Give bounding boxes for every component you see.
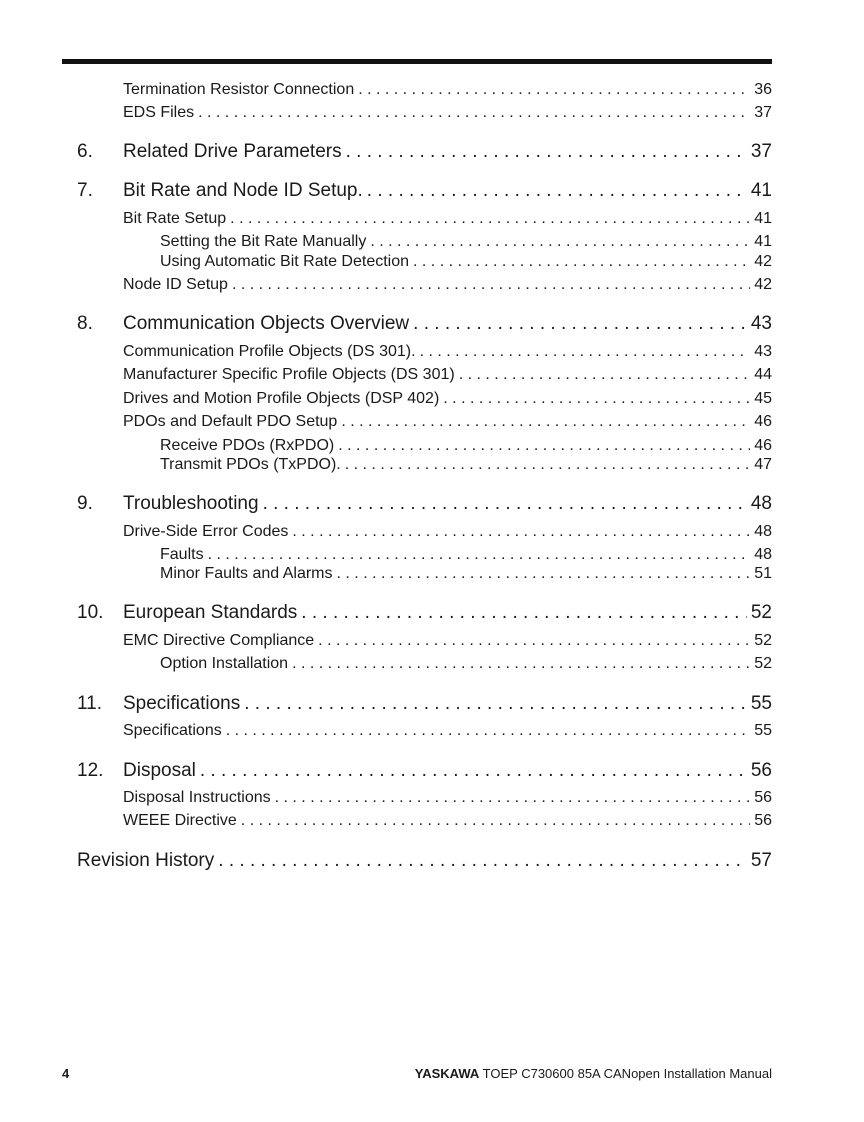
toc-section-number: 10. bbox=[77, 602, 104, 623]
toc-entry-title: Bit Rate Setup bbox=[123, 210, 227, 227]
dot-leader bbox=[232, 276, 750, 294]
toc-entry-title: EDS Files bbox=[123, 104, 195, 121]
dot-leader bbox=[341, 413, 750, 431]
toc-entry[interactable] bbox=[123, 276, 772, 294]
toc-entry[interactable] bbox=[123, 413, 772, 431]
toc-entry-title: Transmit PDOs (TxPDO). bbox=[160, 456, 341, 473]
toc-entry[interactable] bbox=[160, 546, 772, 564]
toc-entry[interactable] bbox=[77, 693, 772, 715]
toc-entry-title: Faults bbox=[160, 546, 204, 563]
dot-leader bbox=[218, 850, 747, 872]
toc-page-number: 56 bbox=[754, 789, 772, 806]
toc-page-number: 45 bbox=[754, 390, 772, 407]
top-rule bbox=[62, 59, 772, 64]
toc-entry[interactable] bbox=[123, 812, 772, 830]
toc-page-number: 48 bbox=[754, 546, 772, 563]
toc-page-number: 43 bbox=[754, 343, 772, 360]
toc-entry[interactable] bbox=[123, 390, 772, 408]
dot-leader bbox=[230, 210, 750, 228]
toc-page-number: 43 bbox=[750, 313, 772, 334]
toc-entry-title: Drive-Side Error Codes bbox=[123, 523, 289, 540]
toc-entry[interactable] bbox=[160, 456, 772, 474]
toc-entry-title: Specifications bbox=[123, 722, 222, 739]
toc-entry[interactable] bbox=[123, 632, 772, 650]
dot-leader bbox=[338, 437, 750, 455]
toc-entry[interactable] bbox=[123, 523, 772, 541]
dot-leader bbox=[337, 565, 751, 583]
toc-entry-title: Related Drive Parameters bbox=[123, 141, 342, 162]
toc-page-number: 52 bbox=[754, 632, 772, 649]
toc-page-number: 41 bbox=[750, 180, 772, 201]
dot-leader bbox=[198, 104, 750, 122]
dot-leader bbox=[413, 313, 747, 335]
toc-entry-title: Node ID Setup bbox=[123, 276, 228, 293]
brand-name: YASKAWA bbox=[414, 1066, 480, 1081]
toc-entry[interactable] bbox=[123, 722, 772, 740]
toc-entry-title: Manufacturer Specific Profile Objects (DS 301) bbox=[123, 366, 455, 383]
toc-entry-title: Receive PDOs (RxPDO) bbox=[160, 437, 335, 454]
toc-page-number: 52 bbox=[750, 602, 772, 623]
toc-section-number: 7. bbox=[77, 180, 93, 201]
toc-entry[interactable] bbox=[160, 655, 772, 673]
toc-entry-title: Revision History bbox=[77, 850, 215, 871]
toc-entry-title: Minor Faults and Alarms bbox=[160, 565, 333, 582]
toc-entry[interactable] bbox=[123, 81, 772, 99]
toc-entry[interactable] bbox=[160, 565, 772, 583]
toc-page-number: 41 bbox=[754, 210, 772, 227]
toc-entry[interactable] bbox=[77, 493, 772, 515]
toc-section-number: 6. bbox=[77, 141, 93, 162]
toc-page-number: 44 bbox=[754, 366, 772, 383]
document-title-text: TOEP C730600 85A CANopen Installation Manual bbox=[479, 1066, 772, 1081]
toc-entry[interactable] bbox=[123, 366, 772, 384]
dot-leader bbox=[244, 693, 747, 715]
toc-page-number: 41 bbox=[754, 233, 772, 250]
toc-entry-title: European Standards bbox=[123, 602, 298, 623]
toc-entry[interactable] bbox=[77, 760, 772, 782]
dot-leader bbox=[292, 523, 750, 541]
dot-leader bbox=[367, 180, 747, 202]
toc-page-number: 42 bbox=[754, 276, 772, 293]
toc-page-number: 52 bbox=[754, 655, 772, 672]
toc-page-number: 56 bbox=[754, 812, 772, 829]
toc-entry-title: Option Installation bbox=[160, 655, 289, 672]
dot-leader bbox=[208, 546, 751, 564]
toc-page-number: 36 bbox=[754, 81, 772, 98]
toc-entry[interactable] bbox=[77, 313, 772, 335]
toc-page-number: 57 bbox=[750, 850, 772, 871]
toc-page-number: 37 bbox=[754, 104, 772, 121]
dot-leader bbox=[292, 655, 750, 673]
toc-page-number: 46 bbox=[754, 437, 772, 454]
toc-entry[interactable] bbox=[77, 180, 772, 202]
toc-section-number: 12. bbox=[77, 760, 104, 781]
dot-leader bbox=[200, 760, 747, 782]
toc-entry[interactable] bbox=[123, 104, 772, 122]
toc-entry-title: Termination Resistor Connection bbox=[123, 81, 355, 98]
dot-leader bbox=[226, 722, 750, 740]
toc-entry[interactable] bbox=[123, 789, 772, 807]
toc-entry[interactable] bbox=[77, 850, 772, 872]
dot-leader bbox=[358, 81, 750, 99]
dot-leader bbox=[345, 456, 750, 474]
toc-entry[interactable] bbox=[77, 141, 772, 163]
toc-entry-title: PDOs and Default PDO Setup bbox=[123, 413, 338, 430]
toc-entry[interactable] bbox=[123, 343, 772, 361]
toc-page-number: 55 bbox=[750, 693, 772, 714]
toc-entry[interactable] bbox=[160, 437, 772, 455]
dot-leader bbox=[420, 343, 751, 361]
toc-entry-title: Communication Objects Overview bbox=[123, 313, 410, 334]
toc-page-number: 47 bbox=[754, 456, 772, 473]
toc-entry[interactable] bbox=[123, 210, 772, 228]
toc-page-number: 42 bbox=[754, 253, 772, 270]
dot-leader bbox=[346, 141, 747, 163]
dot-leader bbox=[318, 632, 750, 650]
dot-leader bbox=[263, 493, 747, 515]
toc-entry-title: Communication Profile Objects (DS 301). bbox=[123, 343, 416, 360]
dot-leader bbox=[301, 602, 747, 624]
dot-leader bbox=[413, 253, 750, 271]
toc-entry[interactable] bbox=[77, 602, 772, 624]
toc-entry-title: Drives and Motion Profile Objects (DSP 402) bbox=[123, 390, 440, 407]
dot-leader bbox=[459, 366, 751, 384]
dot-leader bbox=[443, 390, 750, 408]
toc-section-number: 11. bbox=[77, 693, 103, 714]
toc-entry-title: Troubleshooting bbox=[123, 493, 259, 514]
toc-page-number: 51 bbox=[754, 565, 772, 582]
toc-entry-title: WEEE Directive bbox=[123, 812, 237, 829]
toc-entry-title: Using Automatic Bit Rate Detection bbox=[160, 253, 410, 270]
toc-page-number: 48 bbox=[750, 493, 772, 514]
toc-entry-title: Disposal Instructions bbox=[123, 789, 271, 806]
toc-page-number: 37 bbox=[750, 141, 772, 162]
dot-leader bbox=[370, 233, 750, 251]
toc-page-number: 48 bbox=[754, 523, 772, 540]
page-number: 4 bbox=[62, 1066, 70, 1081]
toc-section-number: 8. bbox=[77, 313, 93, 334]
toc-page-number: 46 bbox=[754, 413, 772, 430]
toc-section-number: 9. bbox=[77, 493, 93, 514]
toc-entry-title: Specifications bbox=[123, 693, 241, 714]
toc-page-number: 56 bbox=[750, 760, 772, 781]
toc-entry[interactable] bbox=[160, 253, 772, 271]
toc-entry-title: EMC Directive Compliance bbox=[123, 632, 315, 649]
toc-entry[interactable] bbox=[160, 233, 772, 251]
dot-leader bbox=[275, 789, 751, 807]
toc-entry-title: Setting the Bit Rate Manually bbox=[160, 233, 367, 250]
toc-page-number: 55 bbox=[754, 722, 772, 739]
document-title bbox=[415, 1066, 772, 1081]
dot-leader bbox=[241, 812, 750, 830]
toc-entry-title: Bit Rate and Node ID Setup. bbox=[123, 180, 363, 201]
toc-entry-title: Disposal bbox=[123, 760, 196, 781]
